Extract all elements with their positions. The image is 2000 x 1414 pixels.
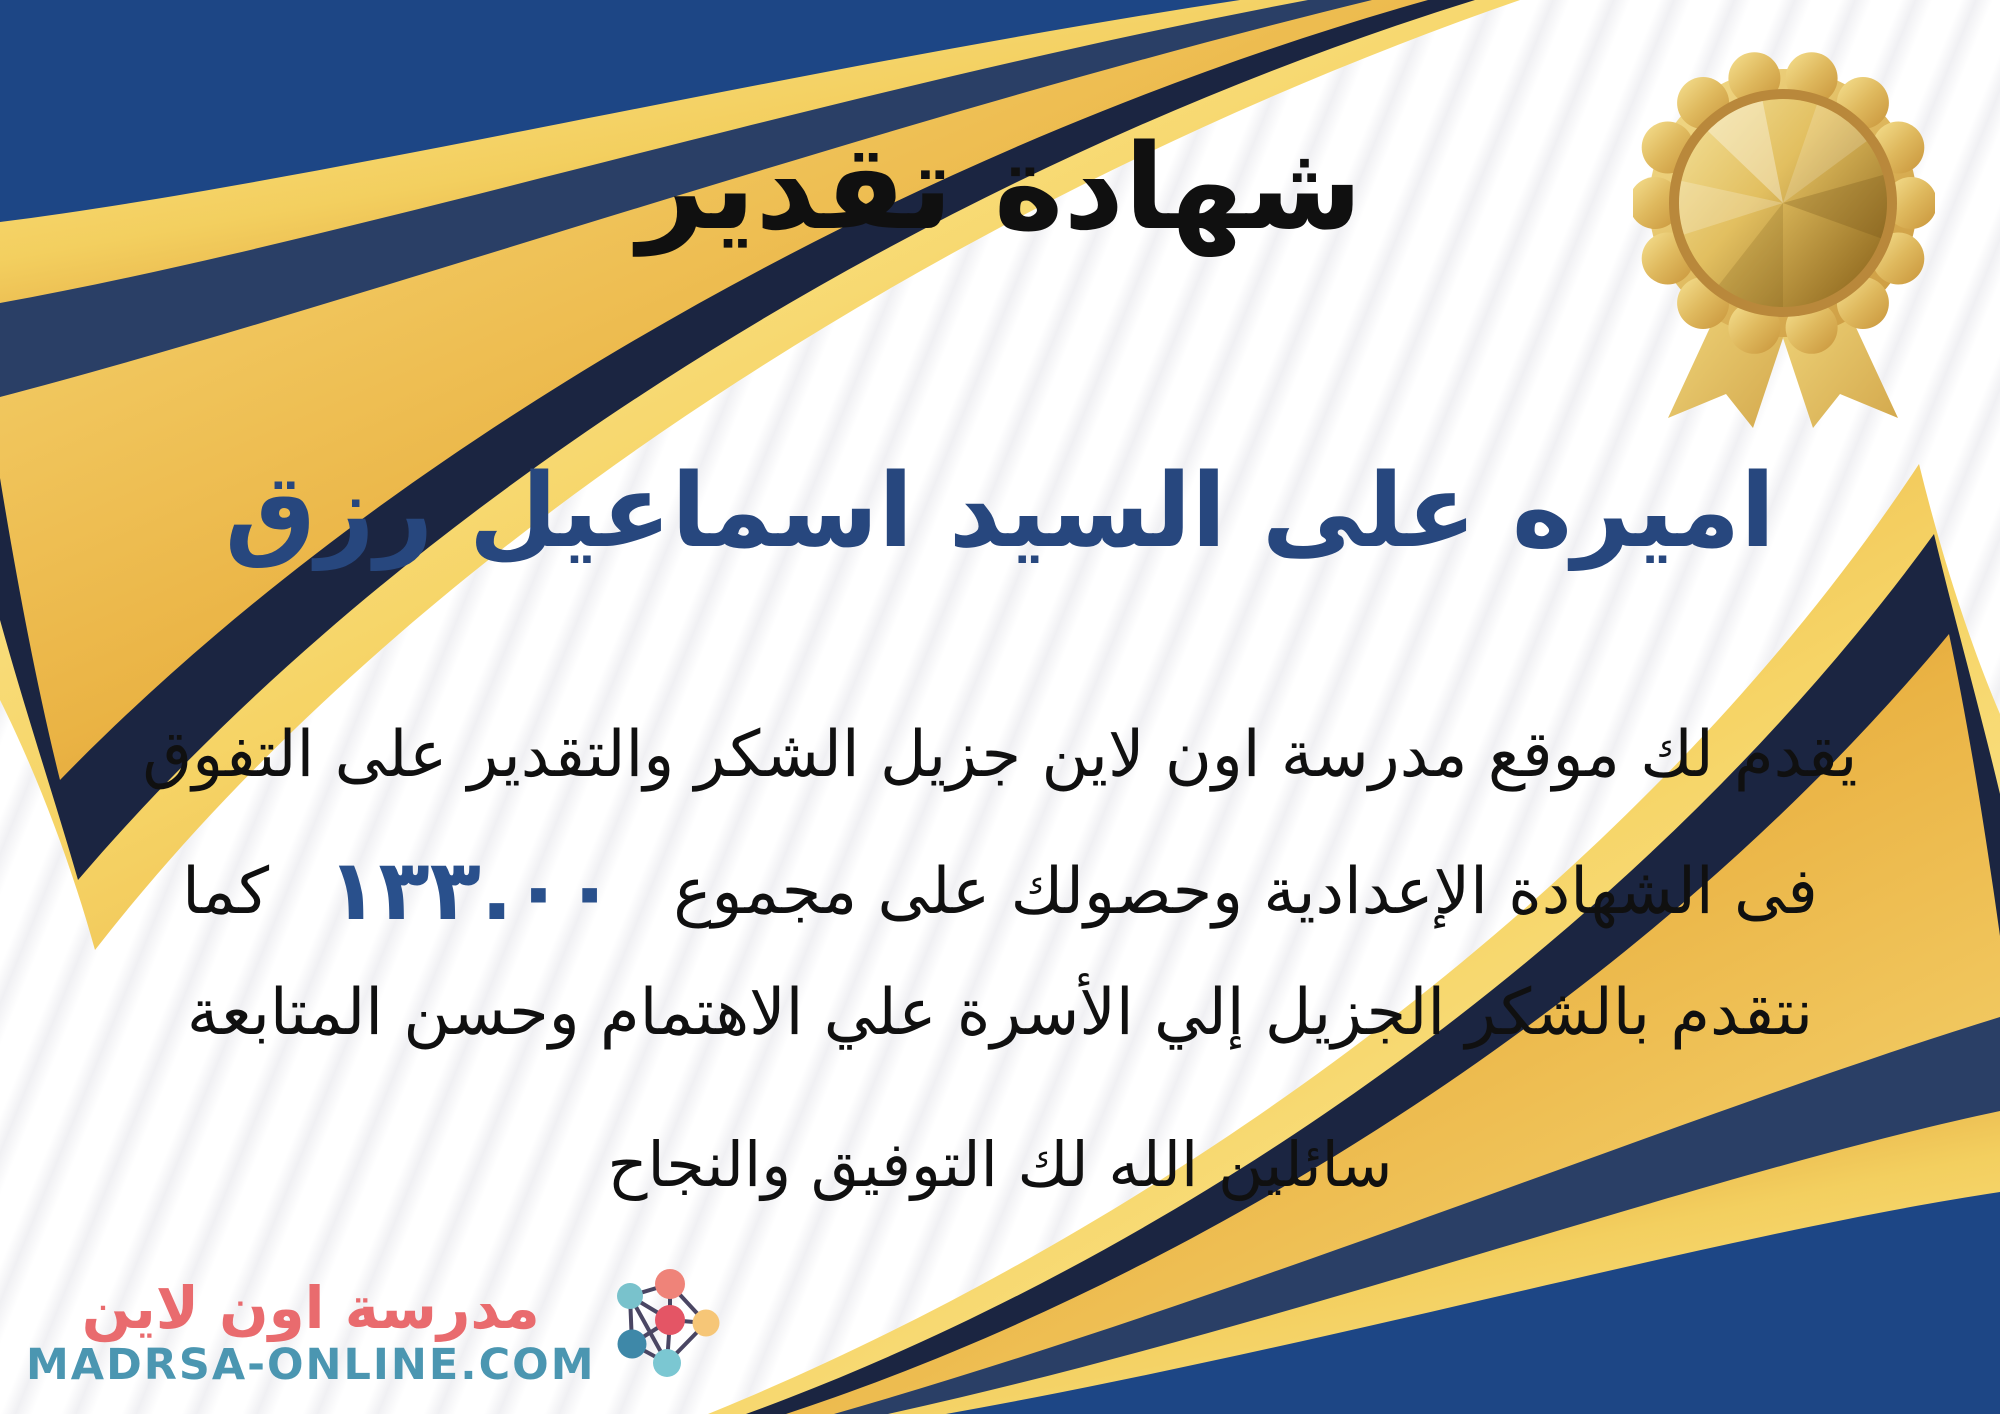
- student-name: اميره على السيد اسماعيل رزق: [224, 452, 1776, 571]
- body-line-3: نتقدم بالشكر الجزيل إلي الأسرة علي الاهتمام وحسن المتابعة: [186, 976, 1814, 1050]
- body-line-1: يقدم لك موقع مدرسة اون لاين جزيل الشكر والتقدير على التفوق: [142, 718, 1858, 792]
- logo-arabic-text: مدرسة اون لاين: [81, 1274, 540, 1342]
- network-graph-icon: [606, 1256, 744, 1408]
- score-value: ١٣٣.٠٠: [327, 841, 616, 939]
- certificate-title: شهادة تقدير: [637, 118, 1363, 256]
- swoosh-bottom-right: [708, 464, 2000, 1414]
- body-line-2: [0, 841, 2000, 939]
- body-line-2-before: فى الشهادة الإعدادية وحصولك على مجموع: [673, 855, 1818, 929]
- closing-line: سائلين الله لك التوفيق والنجاح: [607, 1128, 1393, 1201]
- logo-latin-text: MADRSA-ONLINE.COM: [26, 1339, 596, 1390]
- body-line-2-after: كما: [182, 855, 270, 929]
- site-logo: [26, 1256, 744, 1408]
- logo-text-block: [26, 1275, 596, 1389]
